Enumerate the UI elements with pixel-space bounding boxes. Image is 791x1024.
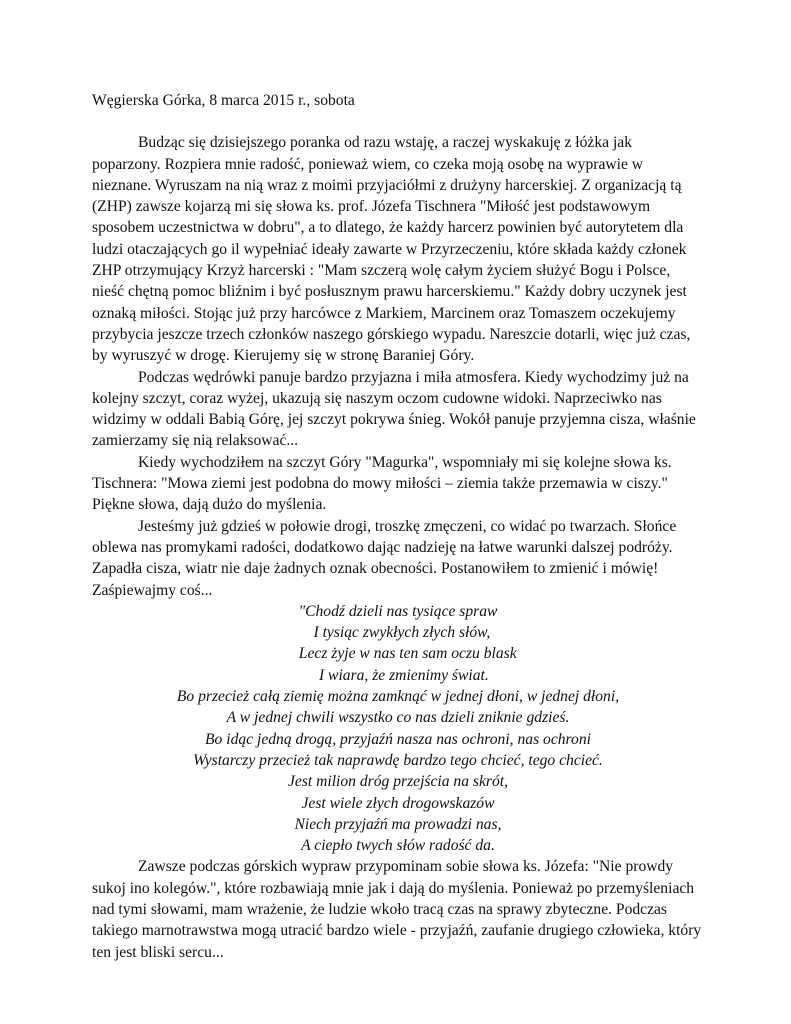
song-line: A ciepło twych słów radość da. xyxy=(301,837,495,855)
paragraph-reflection: Zawsze podczas górskich wypraw przypominam sobie słowa ks. Józefa: "Nie prowdy sukoj ino kolegów.", które rozbawiają mnie jak i dają do myślenia. Ponieważ po przemyśleniach nad tymi słowami, mam wrażenie, że ludzie wkoło tracą czas na sprawy zbyteczne. Podczas takiego marnotrawstwa mogą utracić bardzo wiele - przyjaźń, zaufanie drugiego człowieka, który ten jest bliski sercu... xyxy=(92,858,702,961)
song-line: A w jednej chwili wszystko co nas dzieli zniknie gdzieś. xyxy=(226,709,570,727)
song-line: Bo przecież całą ziemię można zamknąć w jednej dłoni, w jednej dłoni, xyxy=(176,688,620,706)
paragraph-hike: Podczas wędrówki panuje bardzo przyjazna i miła atmosfera. Kiedy wychodzimy już na kolejny szczyt, coraz wyżej, ukazują się naszym oczom cudowne widoki. Naprzeciwko nas widzimy w oddali Babią Górę, jej szczyt pokrywa śnieg. Wokół panuje przyjemna cisza, właśnie zamierzamy się nią relaksować... xyxy=(92,368,696,450)
paragraph-magurka: Kiedy wychodziłem na szczyt Góry "Magurka", wspomniały mi się kolejne słowa ks. Tischnera: "Mowa ziemi jest podobna do mowy miłości – ziemia także przemawia w ciszy." Piękne słowa, dają dużo do myślenia. xyxy=(92,453,672,514)
song-line: I wiara, że zmienimy świat. xyxy=(307,666,489,684)
song-lyrics xyxy=(92,601,704,857)
song-line: Niech przyjaźń ma prowadzi nas, xyxy=(294,815,502,833)
dateline: Węgierska Górka, 8 marca 2015 r., sobota xyxy=(92,92,355,109)
document-page xyxy=(92,90,704,963)
song-line: Jest wiele złych drogowskazów xyxy=(301,794,495,812)
song-line: Jest milion dróg przejścia na skrót, xyxy=(287,773,509,791)
song-line: "Chodź dzieli nas tysiące spraw xyxy=(298,602,498,620)
song-line: I tysiąc zwykłych złych słów, xyxy=(305,624,491,642)
song-line: Wystarczy przecież tak naprawdę bardzo tego chcieć, tego chcieć. xyxy=(193,751,603,769)
song-line: Lecz żyje w nas ten sam oczu blask xyxy=(279,645,517,663)
song-line: Bo idąc jedną drogą, przyjaźń nasza nas ochroni, nas ochroni xyxy=(205,730,591,748)
paragraph-halfway: Jesteśmy już gdzieś w połowie drogi, troszkę zmęczeni, co widać po twarzach. Słońce oblewa nas promykami radości, dodatkowo dając nadzieję na łatwe warunki dalszej podróży. Zapadła cisza, wiatr nie daje żadnych oznak obecności. Postanowiłem to zmienić i mówię! Zaśpiewajmy coś... xyxy=(92,517,677,599)
paragraph-morning: Budząc się dzisiejszego poranka od razu wstaję, a raczej wyskakuję z łóżka jak poparzony. Rozpiera mnie radość, ponieważ wiem, co czeka moją osobę na wyprawie w nieznane. Wyruszam na nią wraz z moimi przyjaciółmi z drużyny harcerskiej. Z organizacją tą (ZHP) zawsze kojarzą mi się słowa ks. prof. Józefa Tischnera "Miłość jest podstawowym sposobem uczestnictwa w dobru", a to dlatego, że każdy harcerz powinien być autorytetem dla ludzi otaczających go il wypełniać ideały zawarte w Przyrzeczeniu, które składa każdy członek ZHP otrzymujący Krzyż harcerski : "Mam szczerą wolę całym życiem służyć Bogu i Polsce, nieść chętną pomoc bliźnim i być posłusznym prawu harcerskiemu." Każdy dobry uczynek jest oznaką miłości. Stojąc już przy harcówce z Markiem, Marcinem oraz Tomaszem oczekujemy przybycia jeszcze trzech członków naszego górskiego wypadu. Nareszcie dotarli, więc już czas, by wyruszyć w drogę. Kierujemy się w stronę Baraniej Góry. xyxy=(92,134,691,365)
